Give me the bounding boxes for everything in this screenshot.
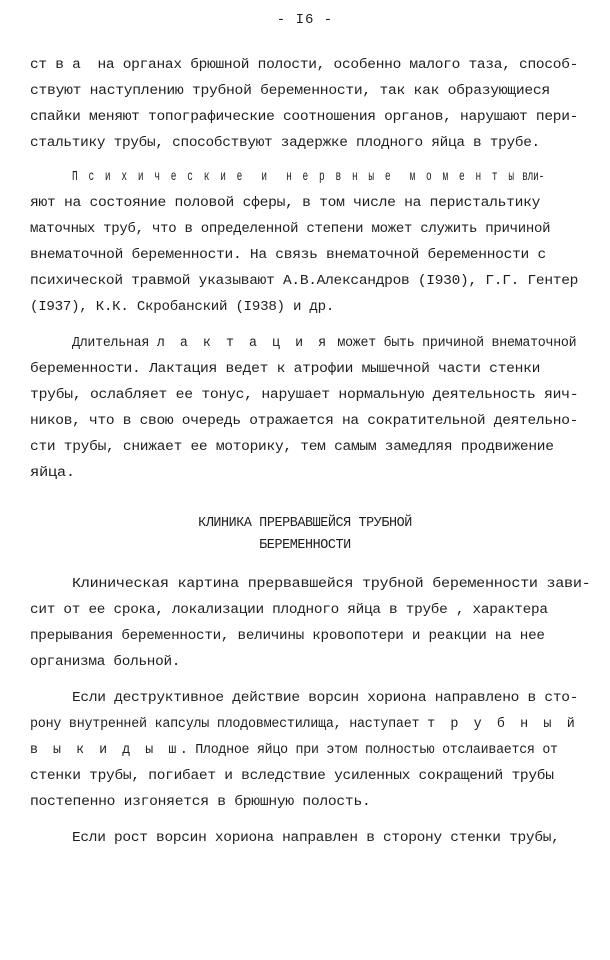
spaced-emphasis: т р у б н ы й (427, 717, 579, 732)
text-line (30, 248, 546, 264)
text-run: яйца. (30, 466, 75, 481)
text-line (30, 274, 578, 290)
text-run: ствуют наступлению трубной беременности, так как образующиеся (30, 84, 550, 99)
text-line (30, 466, 75, 482)
text-run: яют на состояние половой сферы, в том числе на перистальтику (30, 196, 541, 211)
text-line (72, 336, 576, 352)
text-run: ст в а на органах брюшной полости, особенно малого таза, способ- (30, 58, 579, 73)
text-run: трубы, ослабляет ее тонус, нарушает нормальную деятельность яич- (30, 388, 579, 403)
text-run: Клиническая картина прервавшейся трубной беременности зави- (72, 577, 591, 592)
text-line (30, 110, 578, 126)
text-line (30, 769, 554, 785)
text-line (30, 388, 578, 404)
text-run: может быть причиной внематочной (329, 336, 577, 351)
text-line (30, 300, 334, 316)
text-run: беременности. Лактация ведет к атрофии мышечной части стенки (30, 362, 541, 377)
text-line (30, 196, 540, 212)
text-line (30, 136, 540, 152)
text-line (30, 222, 550, 238)
text-run: маточных труб, что в определенной степени может служить причиной (30, 222, 551, 237)
text-run: психической травмой указывают А.В.Александров (I930), Г.Г. Гентер (30, 274, 579, 289)
page-number: - I6 - (276, 12, 334, 28)
section-heading-line-1: КЛИНИКА ПРЕРВАВШЕЙСЯ ТРУБНОЙ (198, 516, 412, 531)
text-line (30, 655, 180, 671)
text-line (30, 629, 545, 645)
text-run: рону внутренней капсулы плодовместилища, наступает (30, 717, 428, 732)
text-run: прерывания беременности, величины кровопотери и реакции на нее (30, 629, 545, 644)
text-run: Если деструктивное действие ворсин хориона направлено в сто- (72, 691, 579, 706)
text-line (72, 691, 578, 707)
text-run: постепенно изгоняется в брюшную полость. (30, 795, 371, 810)
text-line (30, 84, 550, 100)
text-run: организма больной. (30, 655, 181, 670)
text-run: Длительная (72, 336, 157, 351)
text-run: ников, что в свою очередь отражается на сократительной деятельно- (30, 414, 579, 429)
text-run: стенки трубы, погибает и вследствие усиленных сокращений трубы (30, 769, 554, 784)
text-run: вли- (516, 170, 545, 185)
text-run: сти трубы, снижает ее моторику, тем самым замедляя продвижение (30, 440, 554, 455)
text-line (72, 170, 544, 186)
section-heading-line-2: БЕРЕМЕННОСТИ (259, 538, 351, 553)
text-run: (I937), К.К. Скробанский (I938) и др. (30, 300, 335, 315)
text-line (30, 362, 540, 378)
text-run: спайки меняют топографические соотношения органов, нарушают пери- (30, 110, 579, 125)
text-run: сит от ее срока, локализации плодного яйца в трубе , характера (30, 603, 548, 618)
text-line (30, 58, 578, 74)
text-line (30, 603, 548, 619)
text-run: . Плодное яйцо при этом полностью отслаивается от (179, 743, 558, 758)
text-line (30, 743, 558, 759)
spaced-emphasis: в ы к и д ы ш (30, 743, 180, 758)
text-line (30, 414, 578, 430)
text-line (72, 831, 560, 847)
text-line (30, 717, 578, 733)
text-line (30, 795, 370, 811)
text-line (72, 577, 590, 593)
text-run: стальтику трубы, способствуют задержке плодного яйца в трубе. (30, 136, 540, 151)
text-run: Если рост ворсин хориона направлен в сторону стенки трубы, (72, 831, 560, 846)
text-run: внематочной беременности. На связь внематочной беременности с (30, 248, 546, 263)
spaced-emphasis: л а к т а ц и я (156, 336, 330, 351)
spaced-emphasis: П с и х и ч е с к и е и н е р в н ы е м о м е н т ы (72, 170, 517, 185)
text-line (30, 440, 554, 456)
